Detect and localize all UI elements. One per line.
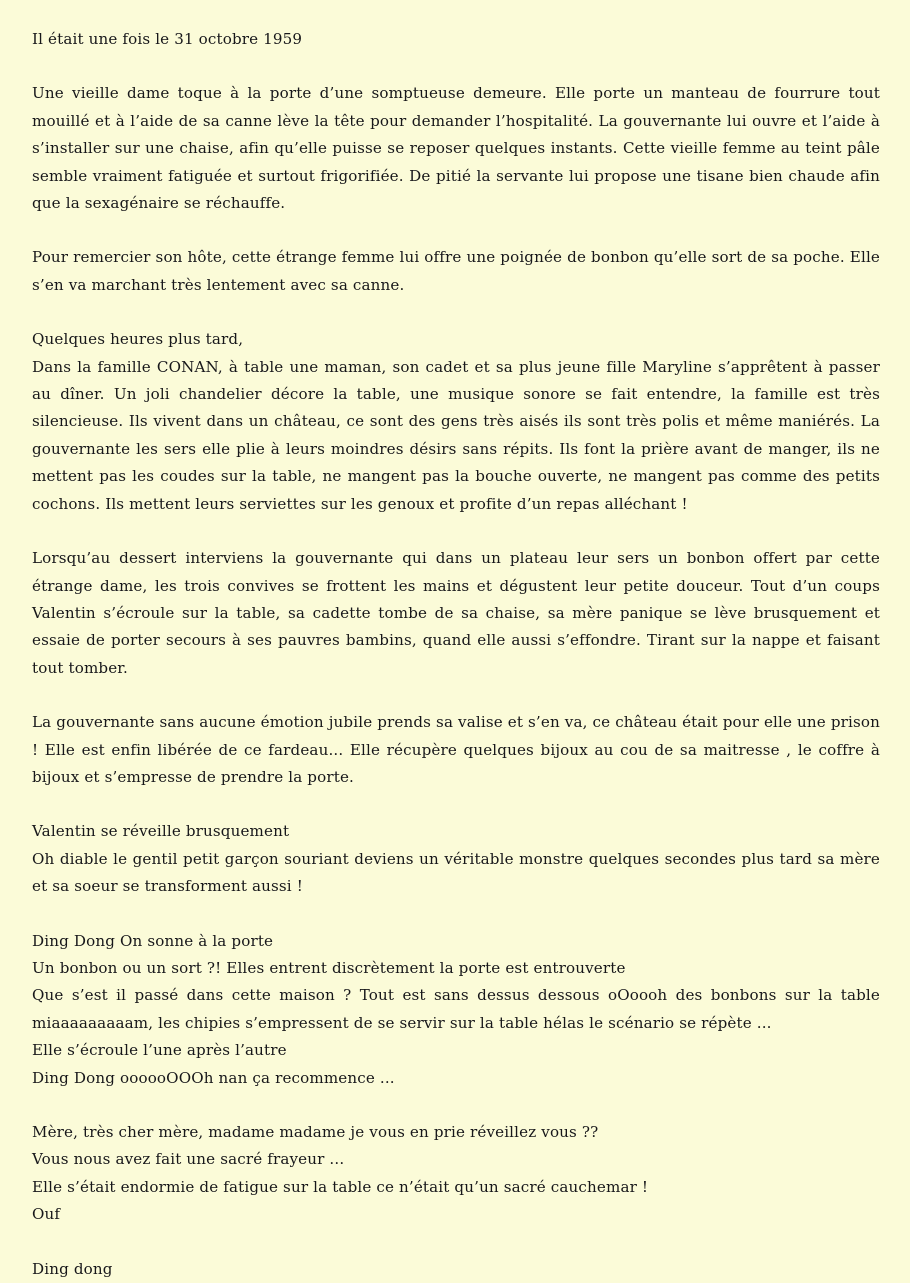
paragraph-6: Oh diable le gentil petit garçon souriant deviens un véritable monstre quelques secondes plus tard sa mère et sa soeur se transforment aussi ! <box>32 849 880 896</box>
paragraph-7-line-4: Elle s’écroule l’une après l’autre <box>32 1041 287 1060</box>
paragraph-3-lead: Quelques heures plus tard, <box>32 330 244 349</box>
paragraph-7-line-2: Un bonbon ou un sort ?! Elles entrent discrètement la porte est entrouverte <box>32 958 626 977</box>
paragraph-7-body: Que s’est il passé dans cette maison ? Tout est sans dessus dessous oOoooh des bonbons sur la table miaaaaaaaaam, les chipies s’empressent de se servir sur la table hélas le scénario se répète ... <box>32 986 880 1032</box>
paragraph-4: Lorsqu’au dessert interviens la gouvernante qui dans un plateau leur sers un bonbon offert par cette étrange dame, les trois convives se frottent les mains et dégustent leur petite douceur. Tout d’un coups Valentin s’écroule sur la table, sa cadette tombe de sa chaise, sa mère panique se lève brusquement et essaie de porter secours à ses pauvres bambins, quand elle aussi s’effondre. Tirant sur la nappe et faisant tout tomber. <box>32 549 880 677</box>
paragraph-6-lead: Valentin se réveille brusquement <box>32 822 290 841</box>
paragraph-spacer <box>32 901 880 928</box>
paragraph-spacer <box>32 1229 880 1256</box>
paragraph-2: Pour remercier son hôte, cette étrange femme lui offre une poignée de bonbon qu’elle sort de sa poche. Elle s’en va marchant très lentement avec sa canne. <box>32 248 880 294</box>
paragraph-7-line-5: Ding Dong oooooOOOh nan ça recommence ... <box>32 1068 395 1087</box>
paragraph-8-line-2: Vous nous avez fait une sacré frayeur ... <box>32 1150 345 1169</box>
paragraph-closing: Ding dong <box>32 1259 113 1278</box>
paragraph-spacer <box>32 217 880 244</box>
paragraph-8-line-3: Elle s’était endormie de fatigue sur la table ce n’était qu’un sacré cauchemar ! <box>32 1177 649 1196</box>
paragraph-spacer <box>32 1092 880 1119</box>
paragraph-8-line-1: Mère, très cher mère, madame madame je vous en prie réveillez vous ?? <box>32 1123 599 1141</box>
paragraph-spacer <box>32 53 880 80</box>
paragraph-spacer <box>32 682 880 709</box>
paragraph-spacer <box>32 518 880 545</box>
paragraph-8-line-4: Ouf <box>32 1205 61 1224</box>
document-body <box>32 26 880 1283</box>
paragraph-opening: Il était une fois le 31 octobre 1959 <box>32 30 303 48</box>
paragraph-3: Dans la famille CONAN, à table une maman, son cadet et sa plus jeune fille Maryline s’apprêtent à passer au dîner. Un joli chandelier décore la table, une musique sonore se fait entendre, la famille est très silencieuse. Ils vivent dans un château, ce sont des gens très aisés ils sont très polis et même maniérés. La gouvernante les sers elle plie à leurs moindres désirs sans répits. Ils font la prière avant de manger, ils ne mettent pas les coudes sur la table, ne mangent pas la bouche ouverte, ne mangent pas comme des petits cochons. Ils mettent leurs serviettes sur les genoux et profite d’un repas alléchant ! <box>32 357 880 513</box>
paragraph-spacer <box>32 299 880 326</box>
paragraph-5: La gouvernante sans aucune émotion jubile prends sa valise et s’en va, ce château était pour elle une prison ! Elle est enfin libérée de ce fardeau... Elle récupère quelques bijoux au cou de sa maitresse , le coffre à bijoux et s’empresse de prendre la porte. <box>32 713 880 786</box>
paragraph-spacer <box>32 791 880 818</box>
paragraph-1: Une vieille dame toque à la porte d’une somptueuse demeure. Elle porte un manteau de fourrure tout mouillé et à l’aide de sa canne lève la tête pour demander l’hospitalité. La gouvernante lui ouvre et l’aide à s’installer sur une chaise, afin qu’elle puisse se reposer quelques instants. Cette vieille femme au teint pâle semble vraiment fatiguée et surtout frigorifiée. De pitié la servante lui propose une tisane bien chaude afin que la sexagénaire se réchauffe. <box>32 84 880 213</box>
paragraph-7-line-1: Ding Dong On sonne à la porte <box>32 931 274 950</box>
